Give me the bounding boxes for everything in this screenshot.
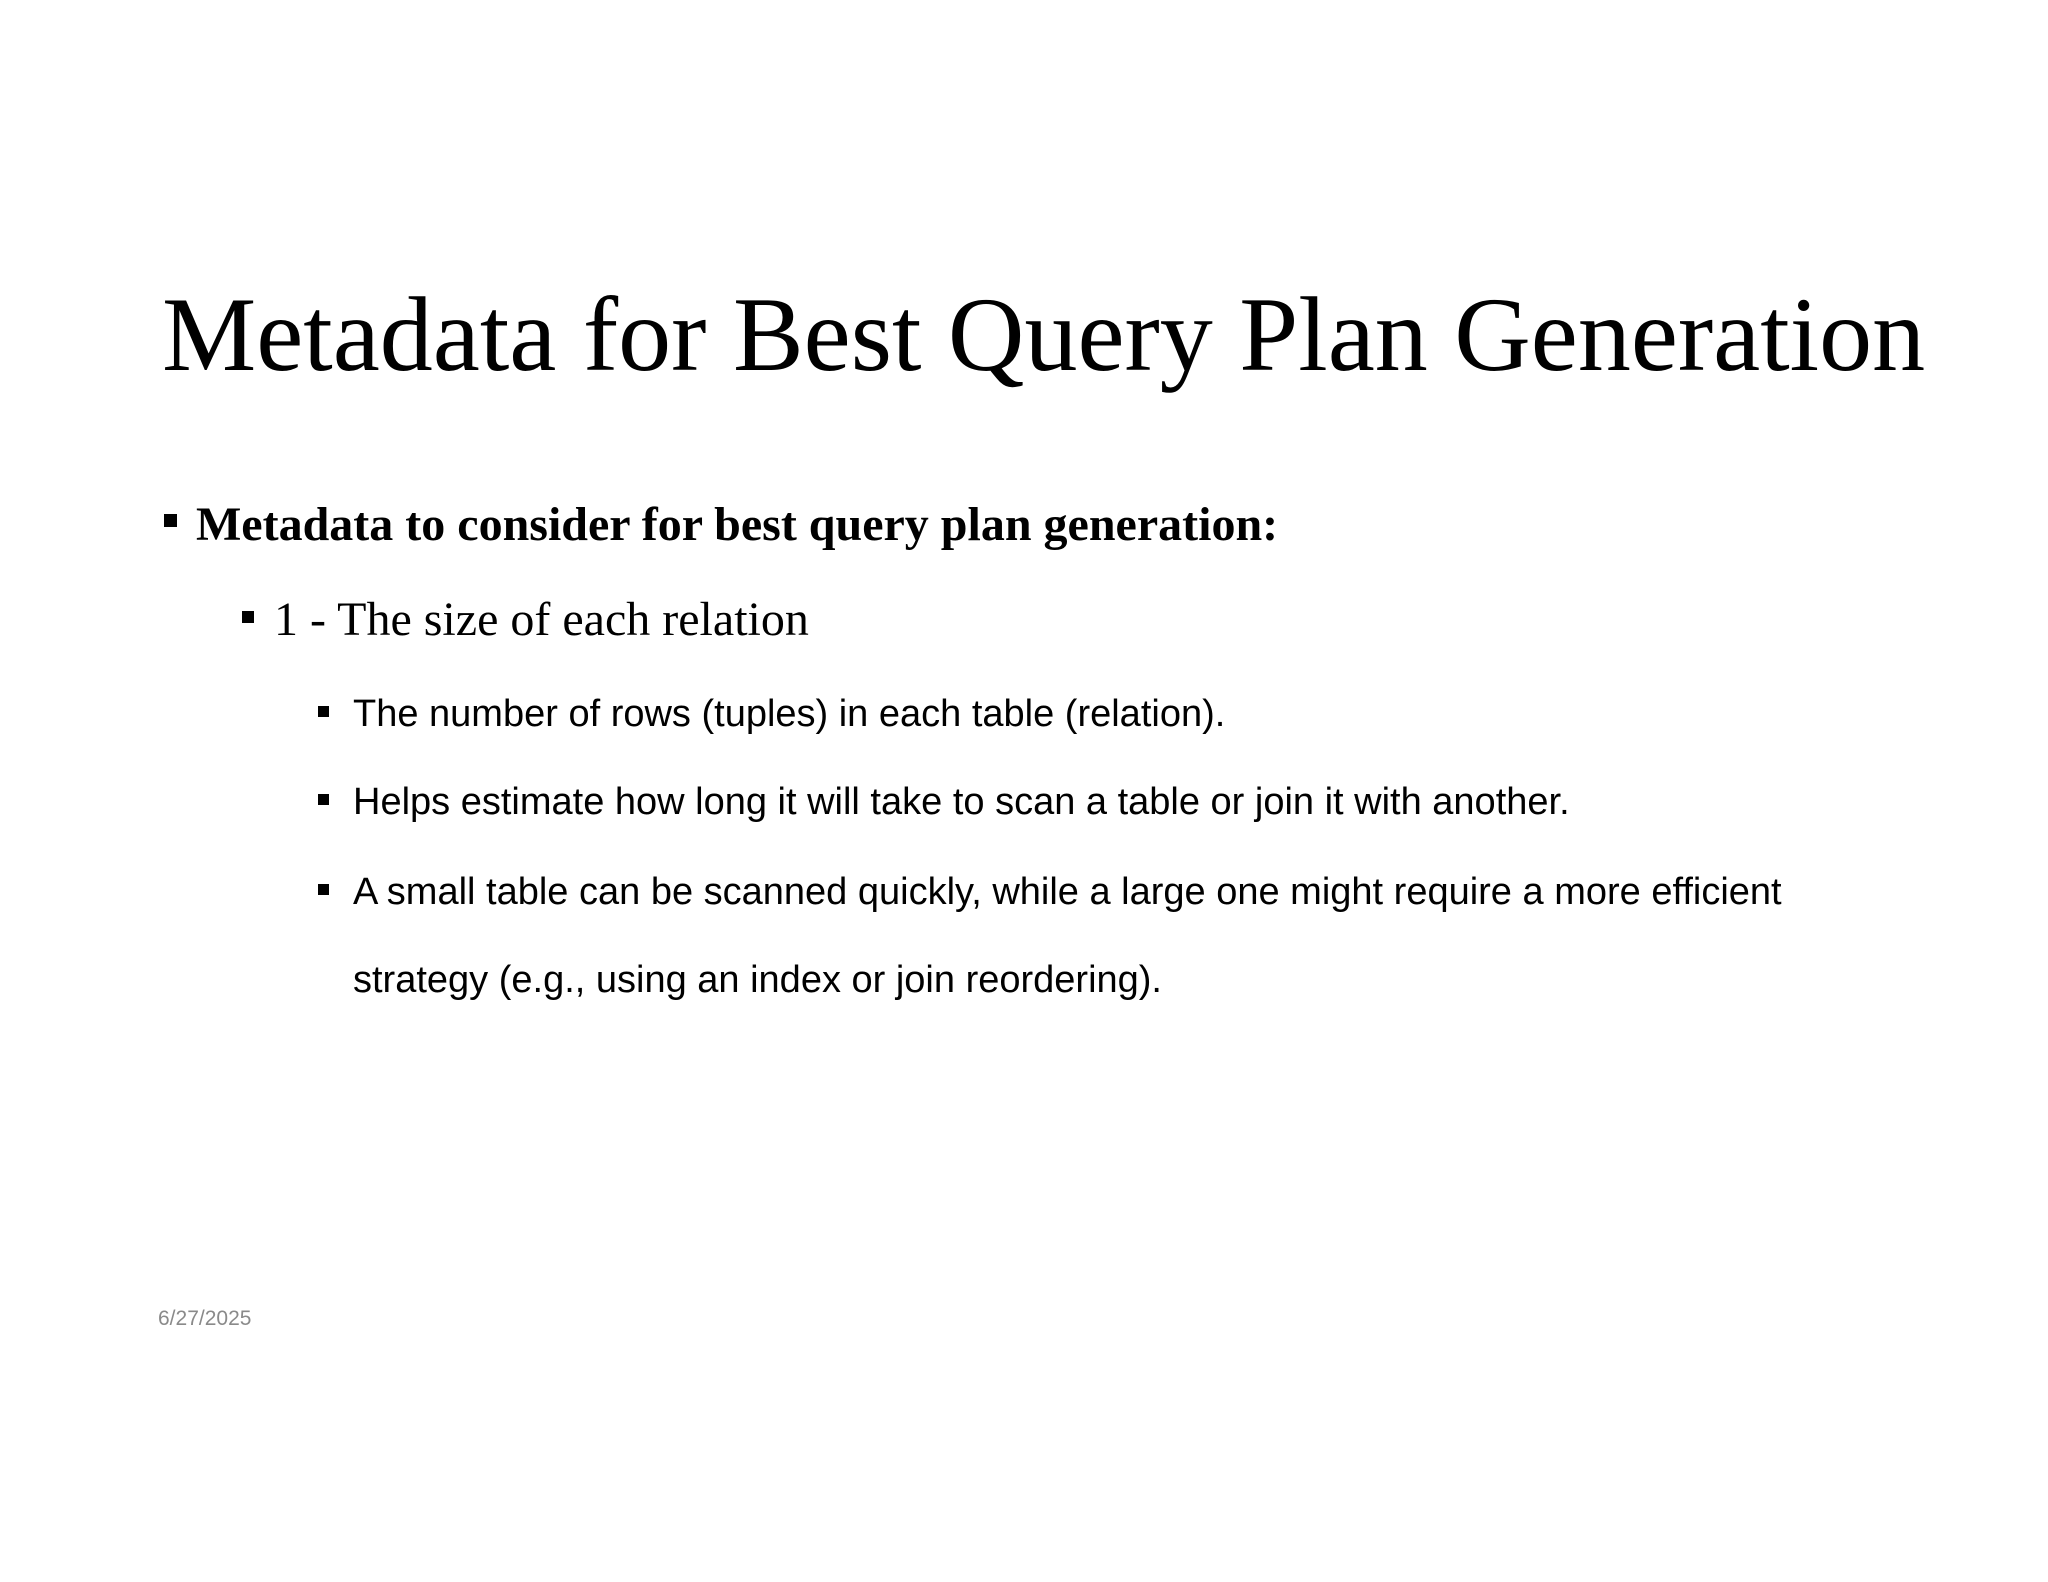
bullet-square-icon [318,884,329,895]
slide-date: 6/27/2025 [158,1307,252,1330]
bullet-level2-relation-size: 1 - The size of each relation [274,593,809,646]
bullet-level3-scan-estimate: Helps estimate how long it will take to scan a table or join it with another. [353,781,1570,823]
bullet-level3-strategy: A small table can be scanned quickly, while a large one might require a more efficient strategy (e.g., using an index or join reordering). [353,871,1782,1001]
bullet-square-icon [318,794,329,805]
bullet-level1-metadata-heading: Metadata to consider for best query plan generation: [196,498,1279,551]
bullet-level3-row-count: The number of rows (tuples) in each table (relation). [353,693,1226,735]
bullet-square-icon [318,706,329,717]
slide-title: Metadata for Best Query Plan Generation [162,276,1926,393]
bullet-square-icon [164,514,177,527]
bullet-square-icon [242,611,254,623]
